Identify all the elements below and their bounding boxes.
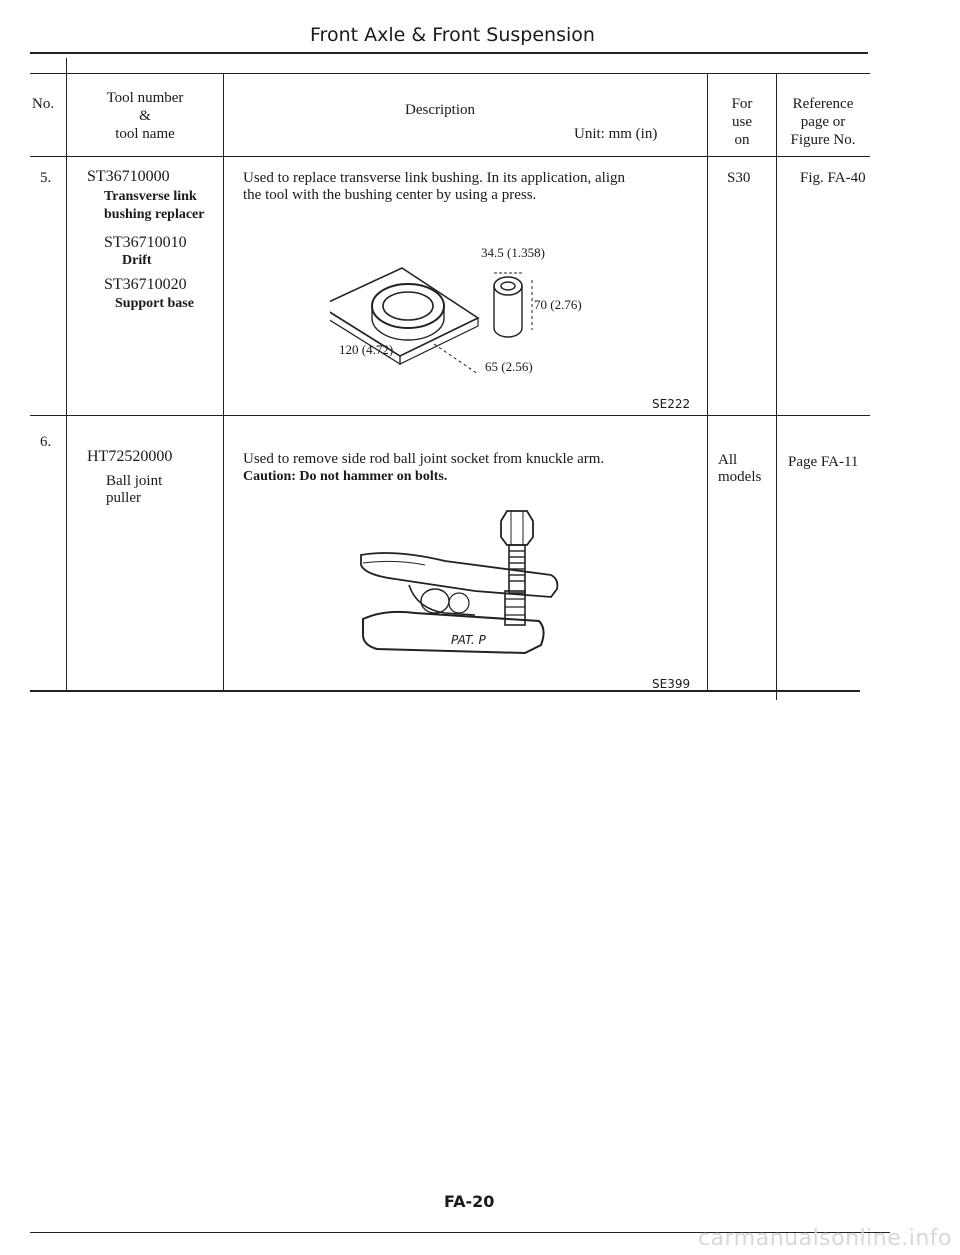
figure-code: SE222 — [652, 397, 691, 411]
for-use: S30 — [727, 170, 751, 186]
col-divider-use — [776, 73, 777, 700]
sub-tool-name: Drift — [122, 253, 152, 268]
figure-label: PAT. P — [451, 633, 486, 647]
header-unit: Unit: mm (in) — [574, 126, 658, 142]
row-number: 5. — [40, 170, 52, 186]
header-rule — [30, 52, 868, 54]
col-divider-no — [66, 58, 67, 690]
bushing-replacer-figure — [330, 240, 600, 390]
figure-code: SE399 — [652, 677, 691, 691]
header-description: Description — [405, 102, 475, 118]
reference: Page FA-11 — [788, 454, 859, 470]
header-tool-line1: Tool number — [106, 90, 184, 106]
header-for-use-line3: on — [734, 132, 750, 148]
table-top-rule — [30, 73, 870, 74]
sub-tool-name: Support base — [115, 296, 194, 311]
page-title: Front Axle & Front Suspension — [310, 24, 595, 46]
sub-tool-number: ST36710020 — [104, 276, 187, 293]
col-divider-tool — [223, 73, 224, 690]
sub-tool-number: ST36710010 — [104, 234, 187, 251]
description-line2: the tool with the bushing center by using a press. — [243, 187, 537, 203]
for-use-line1: All — [718, 452, 738, 468]
col-divider-desc — [707, 73, 708, 690]
tool-name-line1: Transverse link — [104, 189, 197, 204]
description-line1: Used to replace transverse link bushing. In its application, align — [243, 170, 625, 186]
page-number: FA-20 — [444, 1192, 495, 1211]
header-for-use-line1: For — [731, 96, 753, 112]
dimension-label: 70 (2.76) — [534, 297, 582, 312]
header-tool-line2: & — [139, 108, 151, 124]
caution-note: Caution: Do not hammer on bolts. — [243, 469, 448, 484]
dimension-label: 34.5 (1.358) — [481, 245, 545, 260]
row-number: 6. — [40, 434, 52, 450]
description-line1: Used to remove side rod ball joint socket from knuckle arm. — [243, 451, 605, 467]
tool-number: ST36710000 — [87, 168, 170, 185]
tool-name-line2: puller — [106, 490, 141, 506]
header-ref-line2: page or — [800, 114, 846, 130]
for-use-line2: models — [718, 469, 762, 485]
tool-number: HT72520000 — [87, 448, 173, 465]
header-tool-line3: tool name — [115, 126, 175, 142]
reference: Fig. FA-40 — [800, 170, 866, 186]
watermark: carmanualsonline.info — [698, 1226, 952, 1251]
header-for-use-line2: use — [732, 114, 752, 130]
dimension-label: 65 (2.56) — [485, 359, 533, 374]
tool-name-line1: Ball joint — [106, 473, 163, 489]
row-divider — [30, 415, 870, 416]
header-ref-line3: Figure No. — [790, 132, 856, 148]
tool-name-line2: bushing replacer — [104, 207, 205, 222]
header-ref-line1: Reference — [792, 96, 854, 112]
header-no: No. — [32, 96, 55, 112]
dimension-label: 120 (4.72) — [339, 342, 394, 357]
table-bottom-rule — [30, 690, 860, 692]
table-header-rule — [30, 156, 870, 157]
